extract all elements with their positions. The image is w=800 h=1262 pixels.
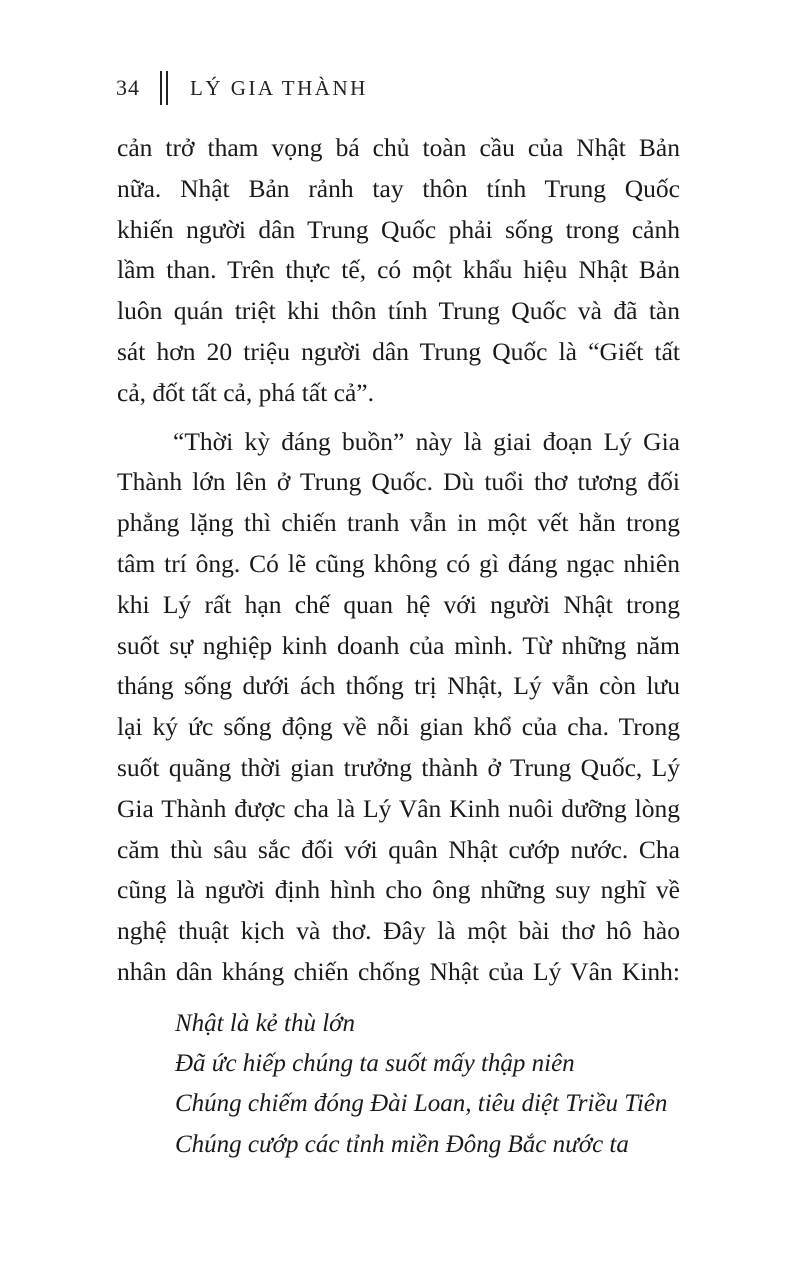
text-line: suốt quãng thời gian trưởng thành ở Trung Quốc, Lý [117, 752, 680, 782]
text-line: Thành lớn lên ở Trung Quốc. Dù tuổi thơ tương đối [117, 467, 680, 497]
text-line: nhân dân kháng chiến chống Nhật của Lý Vân Kinh: [117, 956, 680, 986]
book-title: LÝ GIA THÀNH [190, 75, 368, 100]
text-line: cản trở tham vọng bá chủ toàn cầu của Nhật Bản [117, 133, 680, 162]
text-line: sát hơn 20 triệu người dân Trung Quốc là “Giết tất [117, 336, 680, 366]
text-line: cũng là người định hình cho ông những suy nghĩ về [117, 875, 680, 905]
text-line: khi Lý rất hạn chế quan hệ với người Nhật trong [117, 589, 680, 619]
text-line: phẳng lặng thì chiến tranh vẫn in một vết hằn trong [117, 508, 680, 538]
running-head [116, 70, 368, 106]
text-line: suốt sự nghiệp kinh doanh của mình. Từ những năm [117, 630, 680, 660]
poem-line: Đã ức hiếp chúng ta suốt mấy thập niên [175, 1050, 575, 1078]
paragraph-gap [117, 414, 680, 422]
text-line: khiến người dân Trung Quốc phải sống trong cảnh [117, 214, 680, 244]
poem-line: Nhật là kẻ thù lớn [175, 1010, 355, 1037]
poem-line: Chúng cướp các tỉnh miền Đông Bắc nước ta [175, 1130, 629, 1158]
header-divider [160, 71, 168, 105]
poem [175, 1004, 667, 1165]
paragraph-2 [117, 422, 680, 993]
text-line: nghệ thuật kịch và thơ. Đây là một bài thơ hô hào [117, 916, 680, 946]
text-line: căm thù sâu sắc đối với quân Nhật cướp nước. Cha [117, 834, 680, 864]
text-line: lại ký ức sống động về nỗi gian khổ của cha. Trong [117, 712, 680, 742]
text-line-indented: “Thời kỳ đáng buồn” này là giai đoạn Lý Gia [173, 426, 680, 456]
text-line: nữa. Nhật Bản rảnh tay thôn tính Trung Quốc [117, 173, 680, 203]
body-text [117, 128, 680, 993]
page-number: 34 [116, 75, 140, 100]
text-line: tâm trí ông. Có lẽ cũng không có gì đáng ngạc nhiên [117, 548, 680, 578]
text-line: lầm than. Trên thực tế, có một khẩu hiệu Nhật Bản [117, 255, 680, 285]
paragraph-1 [117, 128, 680, 414]
text-line: Gia Thành được cha là Lý Vân Kinh nuôi dưỡng lòng [117, 793, 680, 823]
text-line: luôn quán triệt khi thôn tính Trung Quốc và đã tàn [117, 296, 680, 326]
poem-line: Chúng chiếm đóng Đài Loan, tiêu diệt Triều Tiên [175, 1090, 668, 1118]
text-line: tháng sống dưới ách thống trị Nhật, Lý vẫn còn lưu [117, 671, 680, 701]
text-line: cả, đốt tất cả, phá tất cả”. [117, 377, 374, 407]
